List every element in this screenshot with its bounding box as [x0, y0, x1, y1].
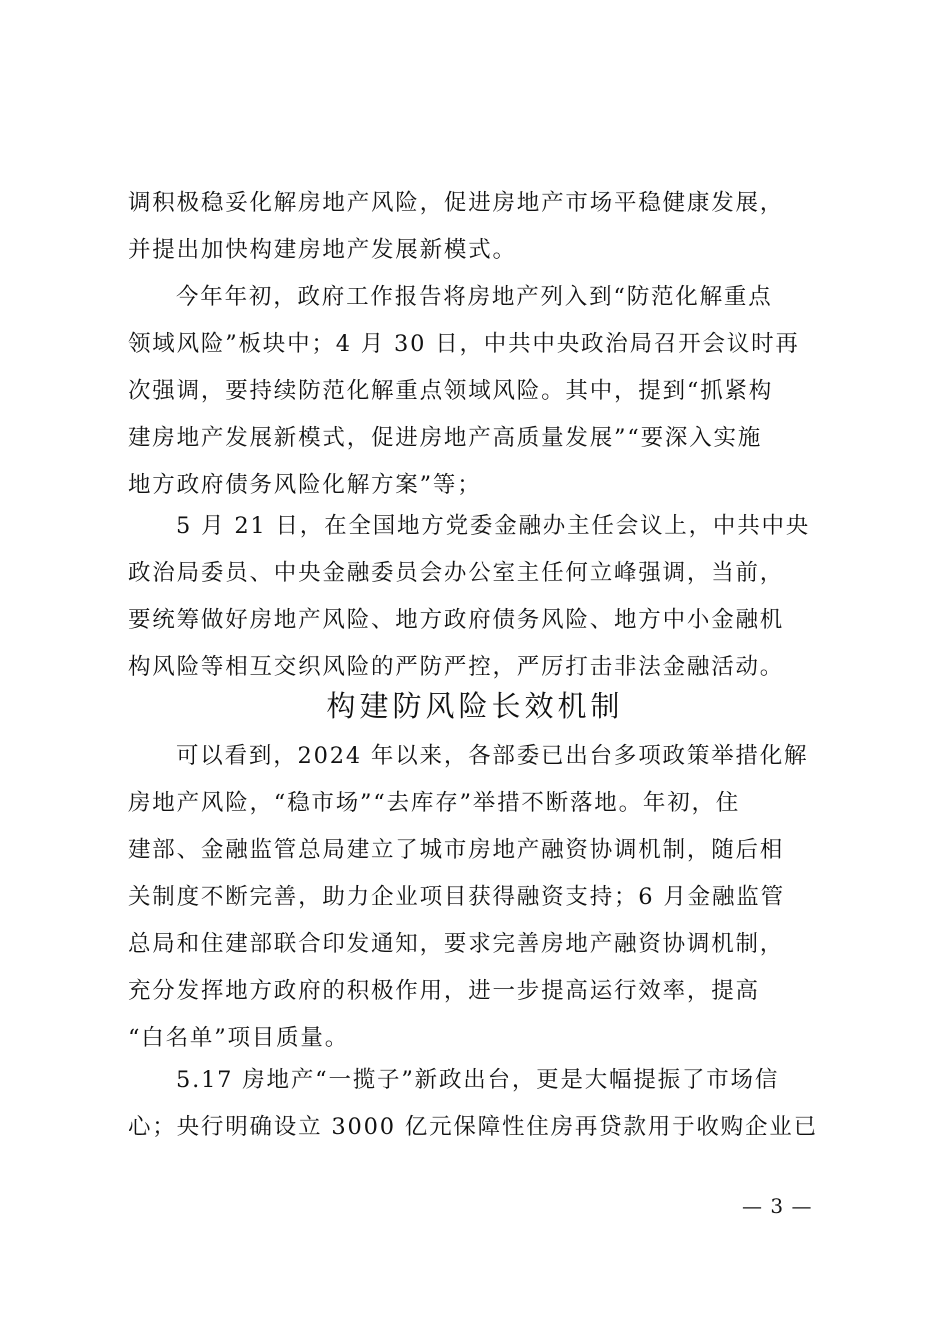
page-number: — 3 —: [742, 1194, 813, 1218]
paragraph-line: 5.17 房地产“一揽子”新政出台，更是大幅提振了市场信: [176, 1067, 780, 1093]
paragraph-line: 次强调，要持续防范化解重点领域风险。其中，提到“抓紧构: [128, 378, 774, 404]
paragraph-5: [128, 1057, 832, 1151]
paragraph-line: 建房地产发展新模式，促进房地产高质量发展”“要深入实施: [128, 425, 763, 451]
paragraph-line: 心；央行明确设立 3000 亿元保障性住房再贷款用于收购企业已: [128, 1114, 818, 1140]
paragraph-line: 房地产风险，“稳市场”“去库存”举措不断落地。年初，住: [128, 790, 741, 816]
paragraph-line: “白名单”项目质量。: [128, 1025, 350, 1051]
paragraph-line: 地方政府债务风险化解方案”等；: [128, 472, 482, 498]
paragraph-line: 可以看到，2024 年以来，各部委已出台多项政策举措化解: [176, 743, 809, 769]
paragraph-line: 5 月 21 日，在全国地方党委金融办主任会议上，中共中央: [176, 513, 811, 539]
paragraph-3: [128, 503, 832, 691]
paragraph-line: 构风险等相互交织风险的严防严控，严厉打击非法金融活动。: [128, 654, 785, 680]
paragraph-line: 调积极稳妥化解房地产风险，促进房地产市场平稳健康发展，: [128, 190, 785, 216]
paragraph-line: 关制度不断完善，助力企业项目获得融资支持；6 月金融监管: [128, 884, 785, 910]
paragraph-line: 充分发挥地方政府的积极作用，进一步提高运行效率，提高: [128, 978, 760, 1004]
paragraph-line: 并提出加快构建房地产发展新模式。: [128, 237, 517, 263]
paragraph-line: 今年年初，政府工作报告将房地产列入到“防范化解重点: [176, 284, 773, 310]
paragraph-line: 建部、金融监管总局建立了城市房地产融资协调机制，随后相: [128, 837, 785, 863]
paragraph-line: 要统筹做好房地产风险、地方政府债务风险、地方中小金融机: [128, 607, 785, 633]
paragraph-1: [128, 180, 832, 274]
paragraph-line: 领域风险”板块中；4 月 30 日，中共中央政治局召开会议时再: [128, 331, 800, 357]
section-heading: 构建防风险长效机制: [326, 689, 624, 723]
paragraph-4: [128, 733, 832, 1062]
paragraph-line: 总局和住建部联合印发通知，要求完善房地产融资协调机制，: [128, 931, 785, 957]
paragraph-line: 政治局委员、中央金融委员会办公室主任何立峰强调，当前，: [128, 560, 785, 586]
paragraph-2: [128, 274, 832, 509]
